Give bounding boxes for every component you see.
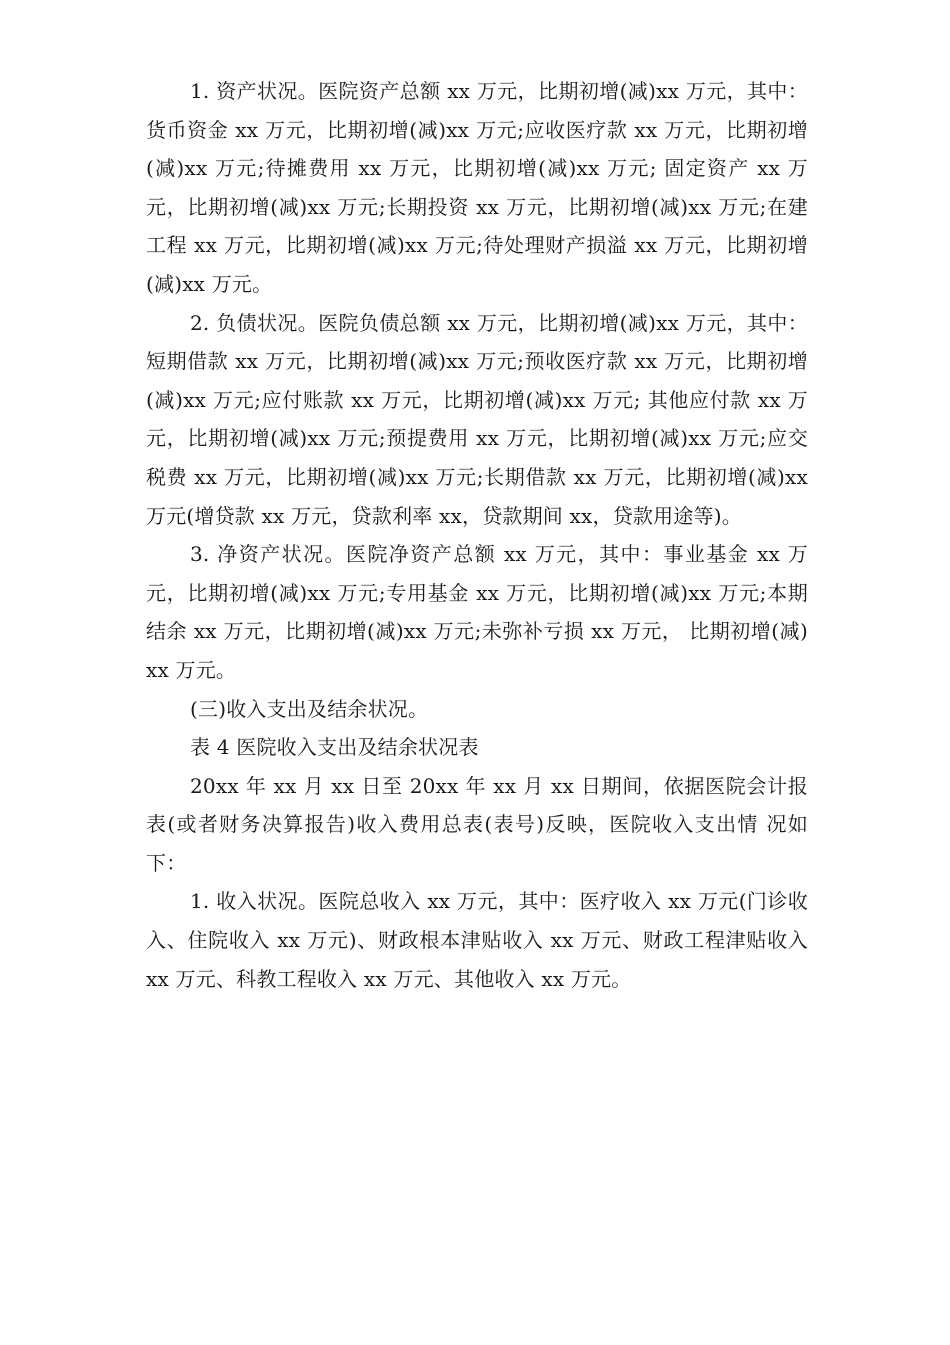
table-caption: 表 4 医院收入支出及结余状况表 <box>190 735 479 760</box>
section-heading-income-expense: (三)收入支出及结余状况。 <box>190 696 429 721</box>
paragraph-period-intro: 20xx 年 xx 月 xx 日至 20xx 年 xx 月 xx 日期间，依据医院会计报表(或者财务决算报告)收入费用总表(表号)反映，医院收入支出情 况如下： <box>146 773 808 875</box>
paragraph-income: 1. 收入状况。医院总收入 xx 万元，其中：医疗收入 xx 万元(门诊收入、住院收入 xx 万元)、财政根本津贴收入 xx 万元、财政工程津贴收入 xx 万元、科教工程收入 xx 万元、其他收入 xx 万元。 <box>146 889 808 991</box>
paragraph-assets: 1. 资产状况。医院资产总额 xx 万元，比期初增(减)xx 万元，其中：货币资金 xx 万元，比期初增(减)xx 万元;应收医疗款 xx 万元，比期初增(减)xx 万元;待摊费用 xx 万元，比期初增(减)xx 万元; 固定资产 xx 万元，比期初增(减)xx 万元;长期投资 xx 万元，比期初增(减)xx 万元;在建工程 xx 万元，比期初增(减)xx 万元;待处理财产损溢 xx 万元，比期初增(减)xx 万元。 <box>146 79 808 296</box>
paragraph-net-assets: 3. 净资产状况。医院净资产总额 xx 万元，其中：事业基金 xx 万元，比期初增(减)xx 万元;专用基金 xx 万元，比期初增(减)xx 万元;本期结余 xx 万元，比期初增(减)xx 万元;未弥补亏损 xx 万元， 比期初增(减)xx 万元。 <box>146 542 808 682</box>
document-page <box>146 72 808 998</box>
paragraph-liabilities: 2. 负债状况。医院负债总额 xx 万元，比期初增(减)xx 万元，其中：短期借款 xx 万元，比期初增(减)xx 万元;预收医疗款 xx 万元，比期初增(减)xx 万元;应付账款 xx 万元，比期初增(减)xx 万元; 其他应付款 xx 万元，比期初增(减)xx 万元;预提费用 xx 万元，比期初增(减)xx 万元;应交税费 xx 万元，比期初增(减)xx 万元;长期借款 xx 万元，比期初增(减)xx 万元(增贷款 xx 万元，贷款利率 xx，贷款期间 xx，贷款用途等)。 <box>146 310 808 528</box>
